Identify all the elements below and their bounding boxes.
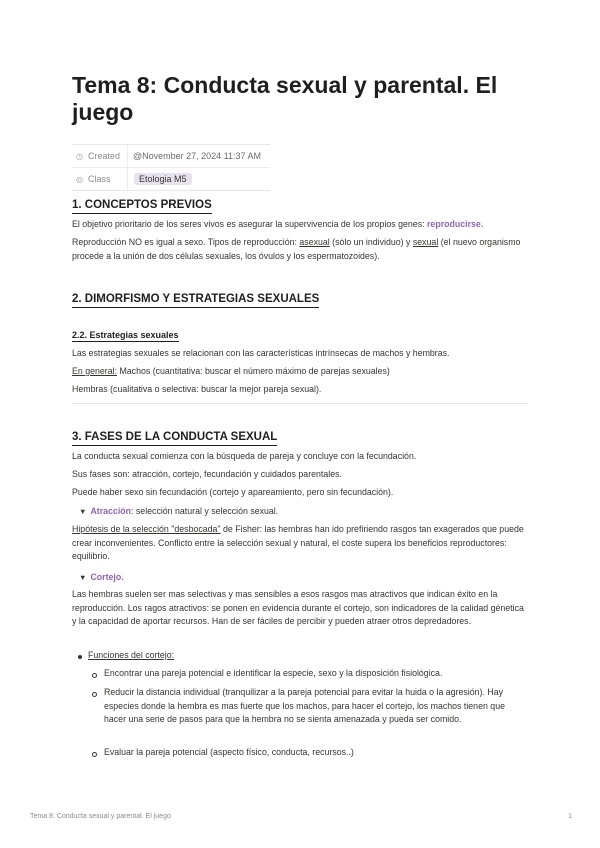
sub-bullet-circle xyxy=(92,673,97,678)
s3-paragraph-fisher: Hipótesis de la selección "desbocada" de Fisher: las hembras han ido prefiriendo rasgos tan exagerados que puede crear inconvenientes. Conflicto entre la selección sexual y natural, el coste supera los beneficios reproductores: equilibrio. xyxy=(72,524,524,561)
subheading-2-2: 2.2. Estrategias sexuales xyxy=(72,330,179,340)
select-icon: ◎ xyxy=(76,174,83,184)
s3-paragraph-cortejo: Las hembras suelen ser mas selectivas y mas sensibles a esos rasgos mas atractivos que indican éxito en la reproducción. Los ragos atractivos: se ponen en evidencia durante el cortejo, son indicadores de la calidad génetica y la capacidad de aportar recursos. Han de ser fáciles de percibir y pueden atraer otros depredadores. xyxy=(72,589,524,626)
footer-title: Tema 8: Conducta sexual y parental. El juego xyxy=(30,813,171,820)
property-created: ◷ Created @November 27, 2024 11:37 AM xyxy=(72,145,270,167)
toggle-cortejo[interactable]: ▼ Cortejo. xyxy=(79,572,124,582)
section-heading-1: 1. CONCEPTOS PREVIOS xyxy=(72,199,212,214)
s1-paragraph-2: Reproducción NO es igual a sexo. Tipos de reproducción: asexual (sólo un individuo) y sexual (el nuevo organismo procede a la unión de dos células sexuales, los óvulos y los espermatozoides). xyxy=(72,237,521,261)
class-tag[interactable]: Etologia M5 xyxy=(134,173,192,185)
sub-bullet-circle xyxy=(92,692,97,697)
bullet-funciones: Funciones del cortejo: xyxy=(88,650,175,660)
created-value: @November 27, 2024 11:37 AM xyxy=(133,151,262,161)
property-class: ◎ Class Etologia M5 xyxy=(72,167,270,190)
s3-paragraph-1: La conducta sexual comienza con la búsqueda de pareja y concluye con la fecundación. xyxy=(72,451,417,461)
s3-paragraph-3: Puede haber sexo sin fecundación (cortejo y apareamiento, pero sin fecundación). xyxy=(72,487,394,497)
sub-bullet-1: Encontrar una pareja potencial e identificar la especie, sexo y la disposición fisiológica. xyxy=(104,668,443,678)
sub-bullet-2: Reducir la distancia individual (tranquilizar a la pareja potencial para evitar la huida o la agresión). Hay especies donde la hembra es mas fuerte que los machos, para hacer el cortejo, los machos tienen que hacer una serie de pasos para que la hembra no se sienta amenazada y pueda ser comido. xyxy=(104,687,505,724)
sub-bullet-3: Evaluar la pareja potencial (aspecto físico, conducta, recursos..) xyxy=(104,747,354,757)
bullet-dot xyxy=(78,655,82,659)
s2-paragraph-1: Las estrategias sexuales se relacionan con las características intrínsecas de machos y hembras. xyxy=(72,348,450,358)
section-heading-2: 2. DIMORFISMO Y ESTRATEGIAS SEXUALES xyxy=(72,293,319,308)
section-heading-3: 3. FASES DE LA CONDUCTA SEXUAL xyxy=(72,431,277,446)
s2-paragraph-3: Hembras (cualitativa o selectiva: buscar la mejor pareja sexual). xyxy=(72,384,322,394)
properties-table xyxy=(72,144,270,191)
s3-paragraph-2: Sus fases son: atracción, cortejo, fecundación y cuidados parentales. xyxy=(72,469,342,479)
section-divider xyxy=(72,403,528,404)
triangle-down-icon[interactable]: ▼ xyxy=(79,507,87,516)
s2-paragraph-2: En general: Machos (cuantitativa: buscar el número máximo de parejas sexuales) xyxy=(72,366,390,376)
sub-bullet-circle xyxy=(92,752,97,757)
triangle-down-icon[interactable]: ▼ xyxy=(79,573,87,582)
clock-icon: ◷ xyxy=(76,151,83,161)
page-number: 1 xyxy=(568,813,572,820)
page-title: Tema 8: Conducta sexual y parental. El juego xyxy=(72,72,498,125)
toggle-atraccion[interactable]: ▼ Atracción: selección natural y selección sexual. xyxy=(79,506,279,516)
s1-paragraph-1: El objetivo prioritario de los seres vivos es asegurar la supervivencia de los propios genes: reproducirse. xyxy=(72,219,484,229)
